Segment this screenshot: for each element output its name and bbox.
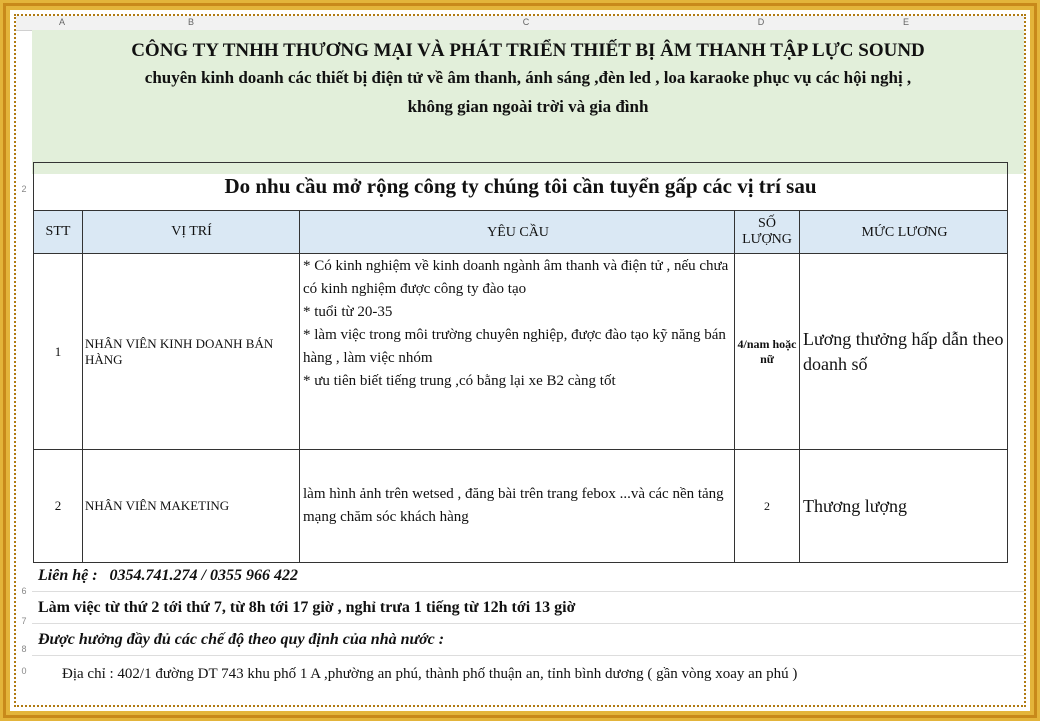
contact-phones: 0354.741.274 / 0355 966 422 — [109, 567, 298, 584]
column-header-c[interactable]: C — [522, 17, 530, 27]
cell-salary[interactable]: Thương lượng — [800, 450, 1008, 563]
row-number[interactable]: 2 — [21, 184, 27, 194]
table-banner: Do nhu cầu mở rộng công ty chúng tôi cần tuyển gấp các vị trí sau — [34, 163, 1008, 211]
benefits-line[interactable]: Được hưởng đầy đủ các chế độ theo quy định của nhà nước : — [38, 631, 445, 648]
column-header-b[interactable]: B — [187, 17, 194, 27]
address-line[interactable]: Địa chỉ : 402/1 đường DT 743 khu phố 1 A ,phường an phú, thành phố thuận an, tỉnh bình dương ( gần vòng xoay an phú ) — [62, 666, 798, 682]
requirement-line: * làm việc trong môi trường chuyên nghiệp, được đào tạo kỹ năng bán hàng , làm việc nhóm — [303, 327, 726, 366]
row-divider — [32, 591, 1024, 592]
table-row — [34, 254, 1008, 450]
company-header — [32, 30, 1024, 174]
row-number[interactable]: 7 — [21, 616, 27, 626]
column-header-a[interactable]: A — [58, 17, 65, 27]
cell-position[interactable]: NHÂN VIÊN MAKETING — [83, 450, 300, 563]
row-number[interactable]: 8 — [21, 644, 27, 654]
header-quantity-l1: SỐ — [758, 216, 776, 231]
contact-label: Liên hệ : — [38, 567, 98, 584]
cell-quantity[interactable]: 2 — [735, 450, 800, 563]
working-hours[interactable]: Làm việc từ thứ 2 tới thứ 7, từ 8h tới 17 giờ , nghỉ trưa 1 tiếng từ 12h tới 13 giờ — [38, 599, 576, 616]
row-divider — [32, 623, 1024, 624]
header-position: VỊ TRÍ — [83, 211, 300, 254]
header-salary: MỨC LƯƠNG — [800, 211, 1008, 254]
row-number[interactable]: 0 — [21, 666, 27, 676]
cell-requirements[interactable] — [300, 450, 735, 563]
cell-position[interactable]: NHÂN VIÊN KINH DOANH BÁN HÀNG — [83, 254, 300, 450]
requirement-line: * tuổi từ 20-35 — [303, 304, 393, 320]
spreadsheet — [16, 16, 1024, 705]
cell-stt[interactable]: 2 — [34, 450, 83, 563]
requirement-line: * ưu tiên biết tiếng trung ,có bằng lại xe B2 càng tốt — [303, 373, 616, 389]
column-header-d[interactable]: D — [757, 17, 765, 27]
requirement-line: làm hình ảnh trên wetsed , đăng bài trên trang febox ...và các nền tảng mạng chăm sóc khách hàng — [303, 486, 724, 525]
cell-requirements[interactable] — [300, 254, 735, 450]
job-table — [33, 162, 1008, 563]
row-number[interactable]: 6 — [21, 586, 27, 596]
header-quantity — [735, 211, 800, 254]
company-desc-line1: chuyên kinh doanh các thiết bị điện tử về âm thanh, ánh sáng ,đèn led , loa karaoke phục vụ các hội nghị , — [144, 68, 912, 87]
cell-quantity[interactable]: 4/nam hoặc nữ — [735, 254, 800, 450]
column-header-e[interactable]: E — [902, 17, 909, 27]
header-requirements: YÊU CẦU — [300, 211, 735, 254]
company-name: CÔNG TY TNHH THƯƠNG MẠI VÀ PHÁT TRIỂN THIẾT BỊ ÂM THANH TẬP LỰC SOUND — [131, 40, 925, 61]
table-row — [34, 450, 1008, 563]
header-stt: STT — [34, 211, 83, 254]
row-divider — [32, 655, 1024, 656]
company-desc-line2: không gian ngoài trời và gia đình — [407, 97, 649, 116]
header-quantity-l2: LƯỢNG — [742, 232, 792, 247]
contact-line[interactable] — [38, 567, 298, 585]
column-header-bar — [16, 16, 1024, 31]
cell-salary[interactable]: Lương thưởng hấp dẫn theo doanh số — [800, 254, 1008, 450]
requirement-line: * Có kinh nghiệm về kinh doanh ngành âm thanh và điện tử , nếu chưa có kinh nghiệm được công ty đào tạo — [303, 258, 729, 297]
cell-stt[interactable]: 1 — [34, 254, 83, 450]
